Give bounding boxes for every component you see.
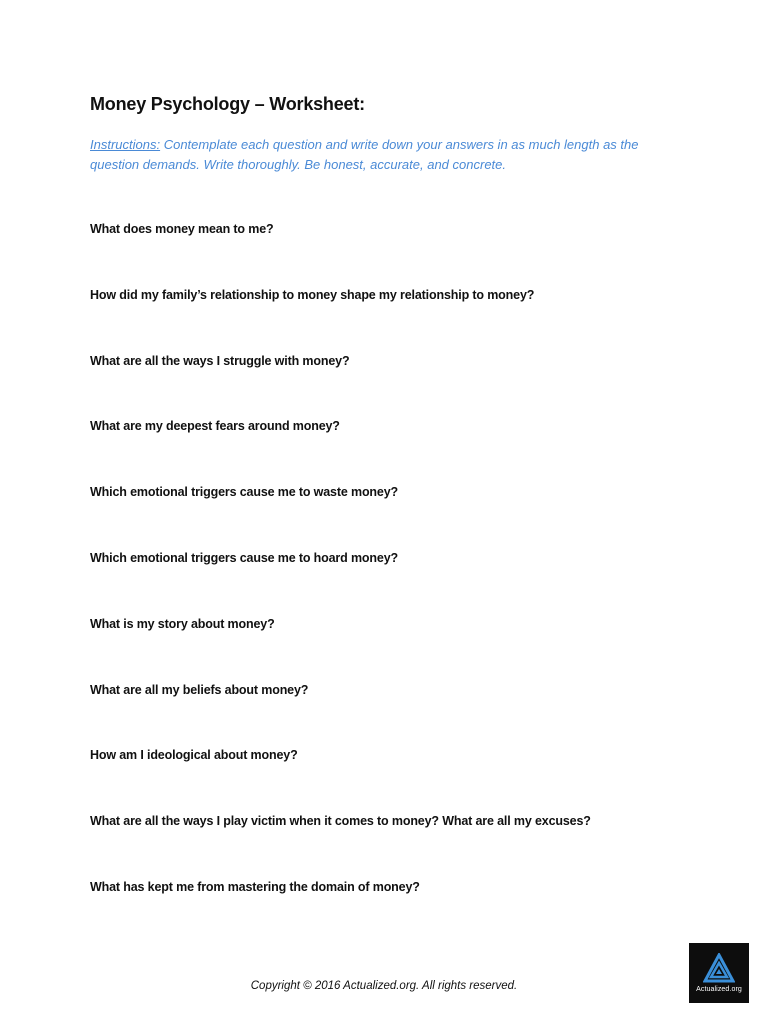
question-6: Which emotional triggers cause me to hoard money?: [90, 551, 398, 565]
question-1: What does money mean to me?: [90, 222, 274, 236]
instructions-body: Contemplate each question and write down your answers in as much length as the question demands. Write thoroughly. Be honest, accurate, and concrete.: [90, 137, 639, 172]
question-5: Which emotional triggers cause me to waste money?: [90, 485, 399, 499]
page-title: Money Psychology – Worksheet:: [90, 94, 365, 114]
question-3: What are all the ways I struggle with money?: [90, 354, 350, 368]
question-11: What has kept me from mastering the domain of money?: [90, 880, 420, 894]
instructions-lead: Instructions:: [90, 137, 161, 152]
copyright-footer: Copyright © 2016 Actualized.org. All rights reserved.: [250, 980, 518, 992]
question-2: How did my family’s relationship to money shape my relationship to money?: [90, 288, 535, 302]
instructions: [90, 135, 650, 175]
actualized-triangle-logo-icon: [703, 953, 735, 985]
logo-text: Actualized.org: [696, 986, 742, 993]
question-9: How am I ideological about money?: [90, 748, 298, 762]
question-8: What are all my beliefs about money?: [90, 683, 309, 697]
actualized-logo: [689, 943, 749, 1003]
question-4: What are my deepest fears around money?: [90, 419, 340, 433]
question-7: What is my story about money?: [90, 617, 275, 631]
question-10: What are all the ways I play victim when it comes to money? What are all my excuses?: [90, 814, 591, 828]
